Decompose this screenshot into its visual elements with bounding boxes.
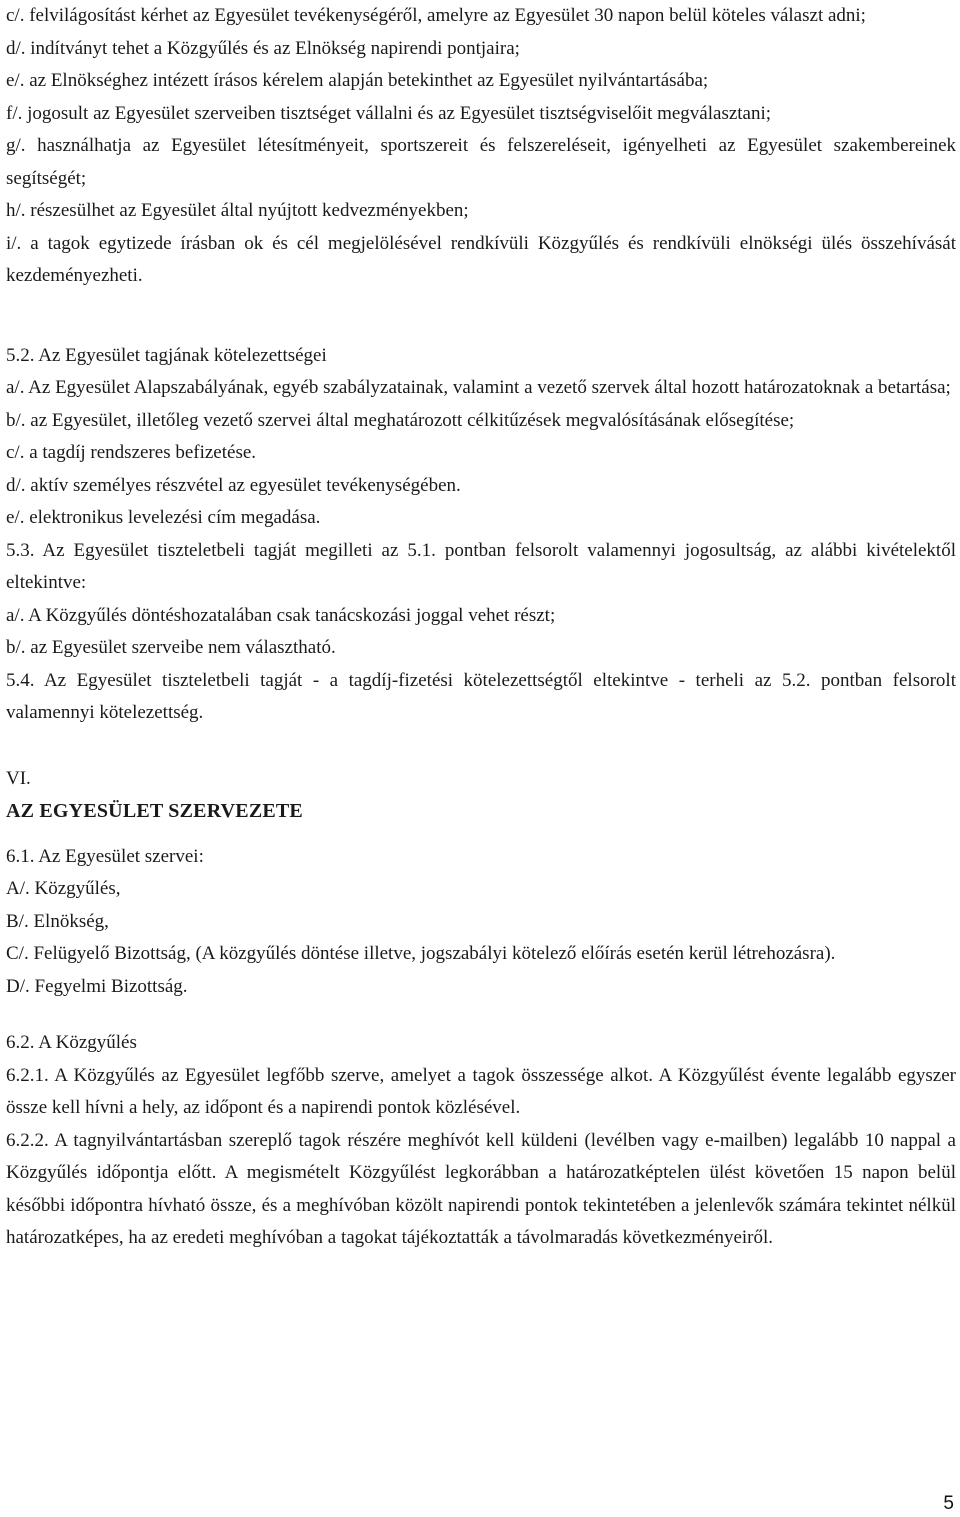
- organ-item-b: B/. Elnökség,: [6, 910, 109, 932]
- section-6-1-title: 6.1. Az Egyesület szervei:: [6, 845, 204, 867]
- section-5-4: 5.4. Az Egyesület tiszteletbeli tagját - a tagdíj-fizetési kötelezettségtől eltekintve - terheli az 5.2. pontban felsorolt valamennyi kötelezettség.: [6, 669, 956, 723]
- rights-item-e: e/. az Elnökséghez intézett írásos kérelem alapján betekinthet az Egyesület nyilvántartásába;: [6, 70, 709, 91]
- rights-item-c: c/. felvilágosítást kérhet az Egyesület tevékenységéről, amelyre az Egyesület 30 napon belül köteles választ adni;: [6, 5, 866, 26]
- document-page: [6, 0, 956, 1255]
- rights-item-h: h/. részesülhet az Egyesület által nyújtott kedvezményekben;: [6, 200, 469, 221]
- section-6-2-1: 6.2.1. A Közgyűlés az Egyesület legfőbb szerve, amelyet a tagok összessége alkot. A Közgyűlést évente legalább egyszer össze kell hívni a hely, az időpont és a napirendi pontok közlésével.: [6, 1064, 956, 1118]
- rights-item-i: i/. a tagok egytizede írásban ok és cél megjelölésével rendkívüli Közgyűlés és rendkívüli elnökségi ülés összehívását kezdeményezheti.: [6, 232, 956, 286]
- honorary-item-a: a/. A Közgyűlés döntéshozatalában csak tanácskozási joggal vehet részt;: [6, 604, 556, 626]
- duty-item-a: a/. Az Egyesület Alapszabályának, egyéb szabályzatainak, valamint a vezető szervek által hozott határozatoknak a betartása;: [6, 377, 951, 398]
- section-5-2-title: 5.2. Az Egyesület tagjának kötelezettségei: [6, 344, 327, 366]
- duty-item-d: d/. aktív személyes részvétel az egyesület tevékenységében.: [6, 474, 461, 496]
- duty-item-b: b/. az Egyesület, illetőleg vezető szervei által meghatározott célkitűzések megvalósításának elősegítése;: [6, 409, 795, 431]
- organ-item-d: D/. Fegyelmi Bizottság.: [6, 975, 188, 997]
- section-5-3-intro: 5.3. Az Egyesület tiszteletbeli tagját megilleti az 5.1. pontban felsorolt valamennyi jogosultság, az alábbi kivételektől eltekintve:: [6, 539, 956, 593]
- rights-item-f: f/. jogosult az Egyesület szerveiben tisztséget vállalni és az Egyesület tisztségviselőit megválasztani;: [6, 102, 772, 124]
- duty-item-e: e/. elektronikus levelezési cím megadása.: [6, 507, 321, 528]
- chapter-title: AZ EGYESÜLET SZERVEZETE: [6, 799, 303, 822]
- chapter-number: VI.: [6, 767, 31, 789]
- section-6-2-title: 6.2. A Közgyűlés: [6, 1032, 137, 1053]
- organ-item-a: A/. Közgyűlés,: [6, 878, 121, 899]
- duty-item-c: c/. a tagdíj rendszeres befizetése.: [6, 442, 257, 463]
- rights-item-g: g/. használhatja az Egyesület létesítményeit, sportszereit és felszereléseit, igényelheti az Egyesület szakembereinek segítségét;: [6, 135, 956, 189]
- organ-item-c: C/. Felügyelő Bizottság, (A közgyűlés döntése illetve, jogszabályi kötelező előírás esetén kerül létrehozásra).: [6, 943, 836, 964]
- section-6-2-2: 6.2.2. A tagnyilvántartásban szereplő tagok részére meghívót kell küldeni (levélben vagy e-mailben) legalább 10 nappal a Közgyűlés időpontja előtt. A megismételt Közgyűlést legkorábban a határozatképtelen ülést követően 15 napon belül későbbi időpontra hívható össze, és a meghívóban közölt napirendi pontok tekintetében a jelenlevők számára tekintet nélkül határozatképes, ha az eredeti meghívóban a tagokat tájékoztatták a távolmaradás következményeiről.: [6, 1129, 956, 1248]
- page-number: 5: [943, 1493, 954, 1514]
- honorary-item-b: b/. az Egyesület szerveibe nem választható.: [6, 637, 336, 658]
- rights-item-d: d/. indítványt tehet a Közgyűlés és az Elnökség napirendi pontjaira;: [6, 37, 520, 59]
